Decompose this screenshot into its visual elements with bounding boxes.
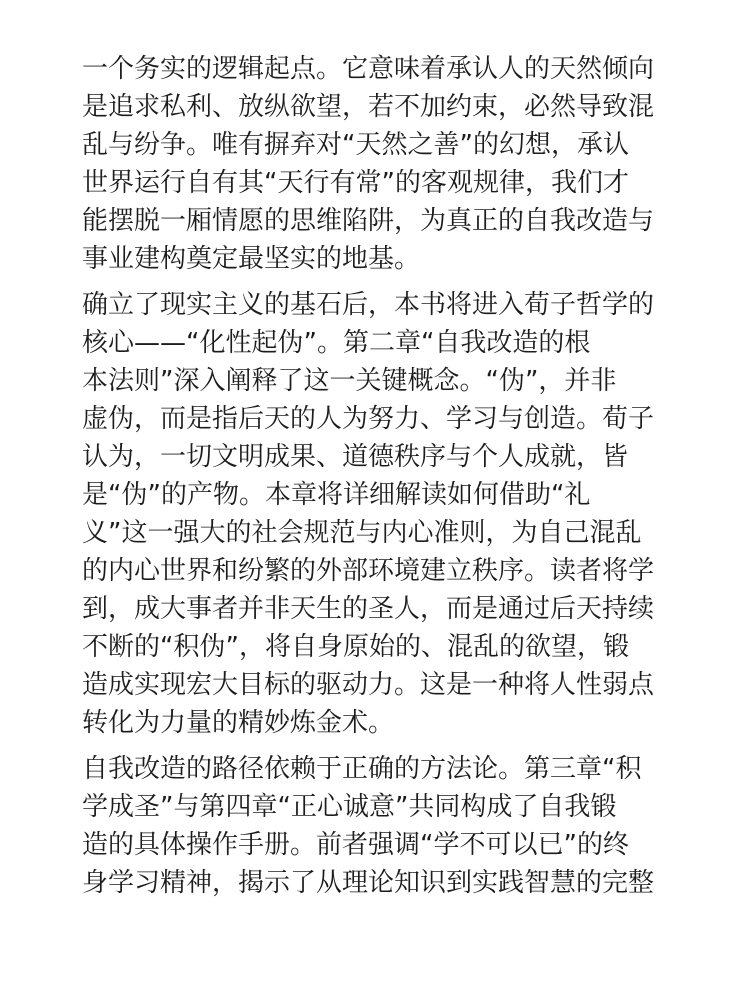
text-line: 造的具体操作手册。前者强调“学不可以已”的终	[82, 830, 629, 860]
text-line: 一个务实的逻辑起点。它意味着承认人的天然倾向	[82, 54, 655, 84]
text-line: 虚伪，而是指后天的人为努力、学习与创造。荀子	[82, 404, 655, 434]
paragraph-3	[82, 750, 668, 902]
text-line: 世界运行自有其“天行有常”的客观规律，我们才	[82, 168, 629, 198]
text-line: 事业建构奠定最坚实的地基。	[82, 244, 421, 274]
text-line: 造成实现宏大目标的驱动力。这是一种将人性弱点	[82, 670, 655, 700]
text-line: 自我改造的路径依赖于正确的方法论。第三章“积	[82, 754, 642, 784]
text-line: 义”这一强大的社会规范与内心准则，为自己混乱	[82, 518, 642, 548]
text-line: 转化为力量的精妙炼金术。	[82, 708, 395, 738]
paragraph-1	[82, 50, 668, 278]
text-line: 本法则”深入阐释了这一关键概念。“伪”，并非	[82, 366, 617, 396]
text-line: 是“伪”的产物。本章将详细解读如何借助“礼	[82, 480, 591, 510]
text-line: 的内心世界和纷繁的外部环境建立秩序。读者将学	[82, 556, 655, 586]
text-line: 到，成大事者并非天生的圣人，而是通过后天持续	[82, 594, 655, 624]
text-line: 乱与纷争。唯有摒弃对“天然之善”的幻想，承认	[82, 130, 629, 160]
text-line: 能摆脱一厢情愿的思维陷阱，为真正的自我改造与	[82, 206, 655, 236]
text-line: 核心——“化性起伪”。第二章“自我改造的根	[82, 328, 591, 358]
text-line: 确立了现实主义的基石后，本书将进入荀子哲学的	[82, 290, 655, 320]
text-line: 是追求私利、放纵欲望，若不加约束，必然导致混	[82, 92, 655, 122]
text-line: 不断的“积伪”，将自身原始的、混乱的欲望，锻	[82, 632, 629, 662]
text-line: 学成圣”与第四章“正心诚意”共同构成了自我锻	[82, 792, 617, 822]
text-line: 认为，一切文明成果、道德秩序与个人成就，皆	[82, 442, 629, 472]
text-line: 身学习精神，揭示了从理论知识到实践智慧的完整	[82, 868, 655, 898]
paragraph-2	[82, 286, 668, 742]
